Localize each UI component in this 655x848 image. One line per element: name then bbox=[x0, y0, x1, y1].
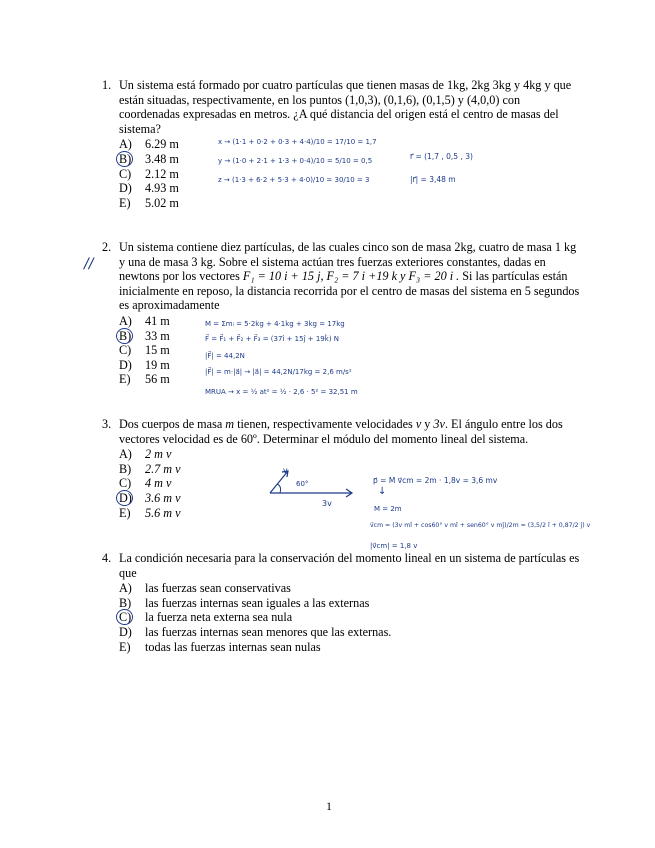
margin-mark: // bbox=[84, 256, 94, 272]
option-text: 15 m bbox=[145, 343, 170, 358]
option-text: 2.12 m bbox=[145, 166, 179, 181]
option-text: 5.6 m v bbox=[145, 505, 181, 520]
option-d[interactable] bbox=[119, 625, 582, 640]
option-text: 3.48 m bbox=[145, 151, 179, 166]
option-letter: D) bbox=[119, 491, 145, 506]
question-text: Un sistema contiene diez partículas, de las cuales cinco son de masa 2kg, cuatro de masa 1 kg y una de masa 3 kg. Sobre el sistema actúan tres fuerzas exteriores constantes, dadas en newtons por los vectores F₁ = 10 i + 15 j, F₂ = 7 i +19 k y F₃ = 20 i . Si las partículas están inicialmente en reposo, la distancia recorrida por el centro de masas del sistema en 5 segundos es aproximadamente bbox=[119, 240, 580, 313]
option-a[interactable] bbox=[119, 447, 582, 462]
question-4 bbox=[102, 551, 582, 654]
option-text: 4.93 m bbox=[145, 181, 179, 196]
question-text: Un sistema está formado por cuatro partículas que tienen masas de 1kg, 2kg 3kg y 4kg y que están situadas, respectivamente, en los puntos (1,0,3), (0,1,6), (0,1,5) y (4,0,0) con coordenadas expresadas en metros. ¿A qué distancia del origen está el centro de masas del sistema? bbox=[119, 78, 572, 136]
option-text: 2.7 m v bbox=[145, 461, 181, 476]
option-text: 33 m bbox=[145, 328, 170, 343]
option-text: 6.29 m bbox=[145, 137, 179, 152]
option-e[interactable] bbox=[119, 196, 582, 211]
option-letter: E) bbox=[119, 195, 131, 210]
option-text: 41 m bbox=[145, 313, 170, 328]
option-letter: C) bbox=[119, 610, 145, 625]
option-letter: B) bbox=[119, 595, 132, 610]
answer-circle-mark bbox=[116, 490, 133, 506]
option-letter: A) bbox=[119, 581, 132, 596]
option-letter: D) bbox=[119, 624, 132, 639]
option-text: 4 m v bbox=[145, 476, 172, 491]
question-number: 4. bbox=[102, 551, 112, 565]
option-letter: C) bbox=[119, 166, 132, 181]
question-text: Dos cuerpos de masa m tienen, respectivamente velocidades v y 3v. El ángulo entre los dos vectores velocidad es de 60º. Determinar el módulo del momento lineal del sistema. bbox=[119, 417, 563, 446]
handwritten-note: |r⃗| = 3,48 m bbox=[410, 175, 456, 184]
answer-circle-mark bbox=[116, 328, 133, 344]
option-text: 3.6 m v bbox=[145, 490, 181, 505]
option-b[interactable] bbox=[119, 329, 582, 344]
option-letter: D) bbox=[119, 181, 132, 196]
handwritten-arrow: ↓ bbox=[378, 486, 387, 497]
handwritten-note: z → (1·3 + 6·2 + 5·3 + 4·0)/10 = 30/10 = 3 bbox=[218, 176, 370, 184]
handwritten-note: M = 2m bbox=[374, 505, 402, 513]
option-b[interactable] bbox=[119, 596, 582, 611]
question-text: La condición necesaria para la conservación del momento lineal en un sistema de partículas es que bbox=[119, 551, 580, 580]
option-e[interactable] bbox=[119, 640, 582, 655]
option-a[interactable] bbox=[119, 581, 582, 596]
handwritten-note: |v⃗cm| = 1,8 v bbox=[370, 542, 418, 550]
option-text: las fuerzas internas sean iguales a las externas bbox=[145, 595, 370, 610]
handwritten-note: x → (1·1 + 0·2 + 0·3 + 4·4)/10 = 17/10 = 1,7 bbox=[218, 138, 377, 146]
handwritten-note: |F⃗| = m·|a⃗| → |a⃗| = 44,2N/17kg = 2,6 m/s² bbox=[205, 368, 352, 376]
page-number: 1 bbox=[326, 799, 332, 813]
option-letter: E) bbox=[119, 372, 131, 387]
answer-circle-mark bbox=[116, 151, 133, 167]
option-text: 5.02 m bbox=[145, 195, 179, 210]
option-text: las fuerzas sean conservativas bbox=[145, 581, 291, 596]
handwritten-note: 60° bbox=[296, 480, 309, 488]
option-c[interactable] bbox=[119, 610, 582, 625]
handwritten-note: y → (1·0 + 2·1 + 1·3 + 0·4)/10 = 5/10 = 0,5 bbox=[218, 157, 373, 165]
question-number: 2. bbox=[102, 240, 112, 254]
option-text: la fuerza neta externa sea nula bbox=[145, 610, 293, 625]
option-text: las fuerzas internas sean menores que las externas. bbox=[145, 624, 392, 639]
question-number: 3. bbox=[102, 417, 112, 431]
option-letter: B) bbox=[119, 152, 145, 167]
options-list bbox=[119, 581, 582, 654]
option-letter: A) bbox=[119, 137, 132, 152]
option-text: 56 m bbox=[145, 372, 170, 387]
option-text: 2 m v bbox=[145, 447, 172, 462]
option-letter: C) bbox=[119, 343, 132, 358]
option-letter: A) bbox=[119, 447, 132, 462]
option-letter: E) bbox=[119, 639, 131, 654]
handwritten-note: r⃗ = (1,7 , 0,5 , 3) bbox=[410, 152, 473, 161]
option-a[interactable] bbox=[119, 314, 582, 329]
option-text: todas las fuerzas internas sean nulas bbox=[145, 639, 321, 654]
handwritten-note: M = Σmᵢ = 5·2kg + 4·1kg + 3kg = 17kg bbox=[205, 320, 345, 328]
option-text: 19 m bbox=[145, 357, 170, 372]
option-letter: E) bbox=[119, 505, 131, 520]
option-letter: B) bbox=[119, 329, 145, 344]
option-letter: A) bbox=[119, 313, 132, 328]
vector-sketch bbox=[262, 465, 362, 510]
handwritten-note: 3v bbox=[322, 499, 332, 508]
option-letter: D) bbox=[119, 357, 132, 372]
question-2 bbox=[102, 240, 582, 387]
options-list bbox=[119, 137, 582, 210]
option-letter: B) bbox=[119, 461, 132, 476]
question-number: 1. bbox=[102, 78, 112, 92]
handwritten-note: MRUA → x = ½ at² = ½ · 2,6 · 5² = 32,51 m bbox=[205, 388, 358, 396]
option-letter: C) bbox=[119, 476, 132, 491]
handwritten-note: v⃗cm = (3v mî + cos60° v mî + sen60° v mĵ)/2m = (3,5/2 î + 0,87/2 ĵ) v bbox=[370, 522, 591, 529]
force-vectors: F₁ = 10 i + 15 j, F₂ = 7 i +19 k y F₃ = 20 i . bbox=[242, 269, 460, 284]
handwritten-note: p⃗ = M v⃗cm = 2m · 1,8v = 3,6 mv bbox=[373, 476, 498, 485]
option-c[interactable] bbox=[119, 343, 582, 358]
handwritten-note: v bbox=[283, 466, 288, 475]
handwritten-note: F⃗ = F⃗₁ + F⃗₂ + F⃗₃ = (37î + 15ĵ + 19k̂) N bbox=[205, 335, 340, 343]
handwritten-note: |F⃗| = 44,2N bbox=[205, 352, 245, 360]
